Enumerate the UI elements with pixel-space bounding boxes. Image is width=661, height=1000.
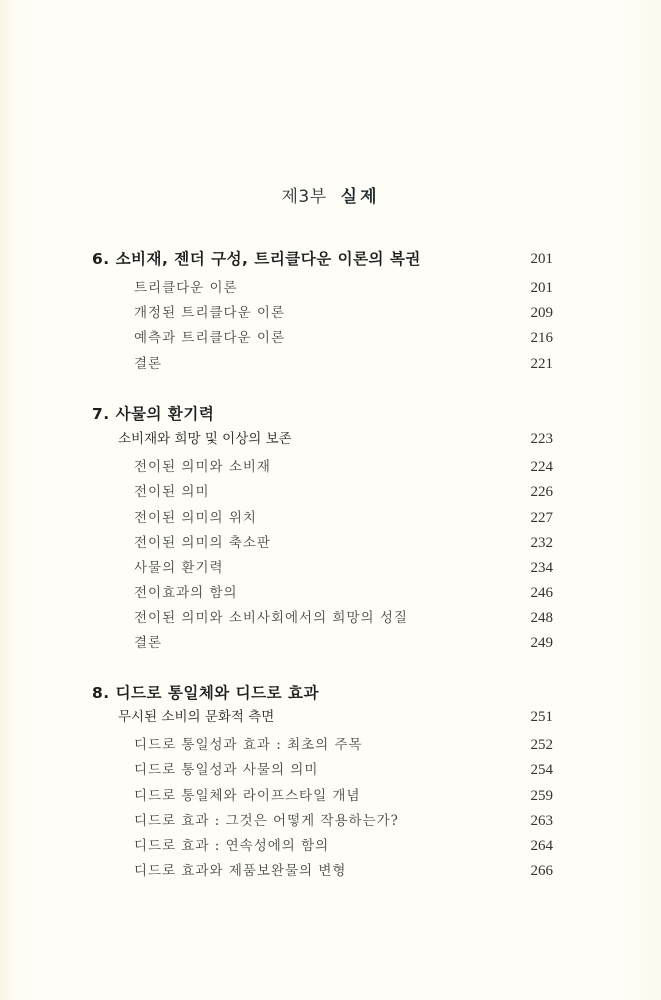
page-number: 209 (530, 305, 553, 321)
item-label: 디드로 통일체와 라이프스타일 개념 (134, 788, 361, 804)
item-label: 디드로 효과 : 연속성에의 함의 (134, 838, 330, 854)
item-label: 트리클다운 이론 (134, 280, 238, 296)
part-number: 제3부 (281, 187, 327, 207)
item-label: 디드로 통일성과 효과 : 최초의 주목 (134, 737, 363, 753)
item-label: 사물의 환기력 (134, 560, 224, 576)
item-label: 전이된 의미와 소비사회에서의 희망의 성질 (134, 610, 408, 626)
item-label: 개정된 트리클다운 이론 (134, 305, 285, 321)
page-number: 234 (530, 560, 553, 576)
page-number: 252 (530, 737, 553, 753)
page-number: 246 (530, 585, 553, 601)
page-number: 201 (530, 251, 553, 267)
page-number: 249 (530, 635, 553, 651)
page-number: 224 (530, 459, 553, 475)
item-label: 전이된 의미 (134, 484, 210, 500)
page-number: 259 (530, 788, 553, 804)
page-number: 221 (530, 356, 553, 372)
part-heading (0, 182, 661, 207)
page-number: 226 (530, 484, 553, 500)
page-number: 254 (530, 762, 553, 778)
part-title: 실제 (340, 187, 380, 207)
item-label: 디드로 효과와 제품보완물의 변형 (134, 863, 347, 879)
item-label: 예측과 트리클다운 이론 (134, 330, 285, 346)
page-number: 266 (530, 863, 553, 879)
page-number: 201 (530, 280, 553, 296)
page-number: 223 (530, 431, 553, 447)
item-label: 디드로 효과 : 그것은 어떻게 작용하는가? (134, 813, 399, 829)
item-label: 결론 (134, 356, 163, 372)
item-label: 결론 (134, 635, 163, 651)
item-label: 전이효과의 함의 (134, 585, 238, 601)
item-label: 전이된 의미와 소비재 (134, 459, 271, 475)
item-label: 전이된 의미의 축소판 (134, 535, 271, 551)
page-number: 227 (530, 510, 553, 526)
chapter-title: 6. 소비재, 젠더 구성, 트리클다운 이론의 복권 (92, 250, 421, 268)
page-number: 232 (530, 535, 553, 551)
page-number: 251 (530, 709, 553, 725)
page-number: 216 (530, 330, 553, 346)
page-number: 263 (530, 813, 553, 829)
section-label: 무시된 소비의 문화적 측면 (118, 709, 275, 725)
item-label: 디드로 통일성과 사물의 의미 (134, 762, 319, 778)
page-number: 248 (530, 610, 553, 626)
item-label: 전이된 의미의 위치 (134, 510, 257, 526)
page-number: 264 (530, 838, 553, 854)
chapter-title: 7. 사물의 환기력 (92, 405, 215, 423)
chapter-title: 8. 디드로 통일체와 디드로 효과 (92, 684, 319, 702)
section-label: 소비재와 희망 및 이상의 보존 (118, 431, 292, 447)
